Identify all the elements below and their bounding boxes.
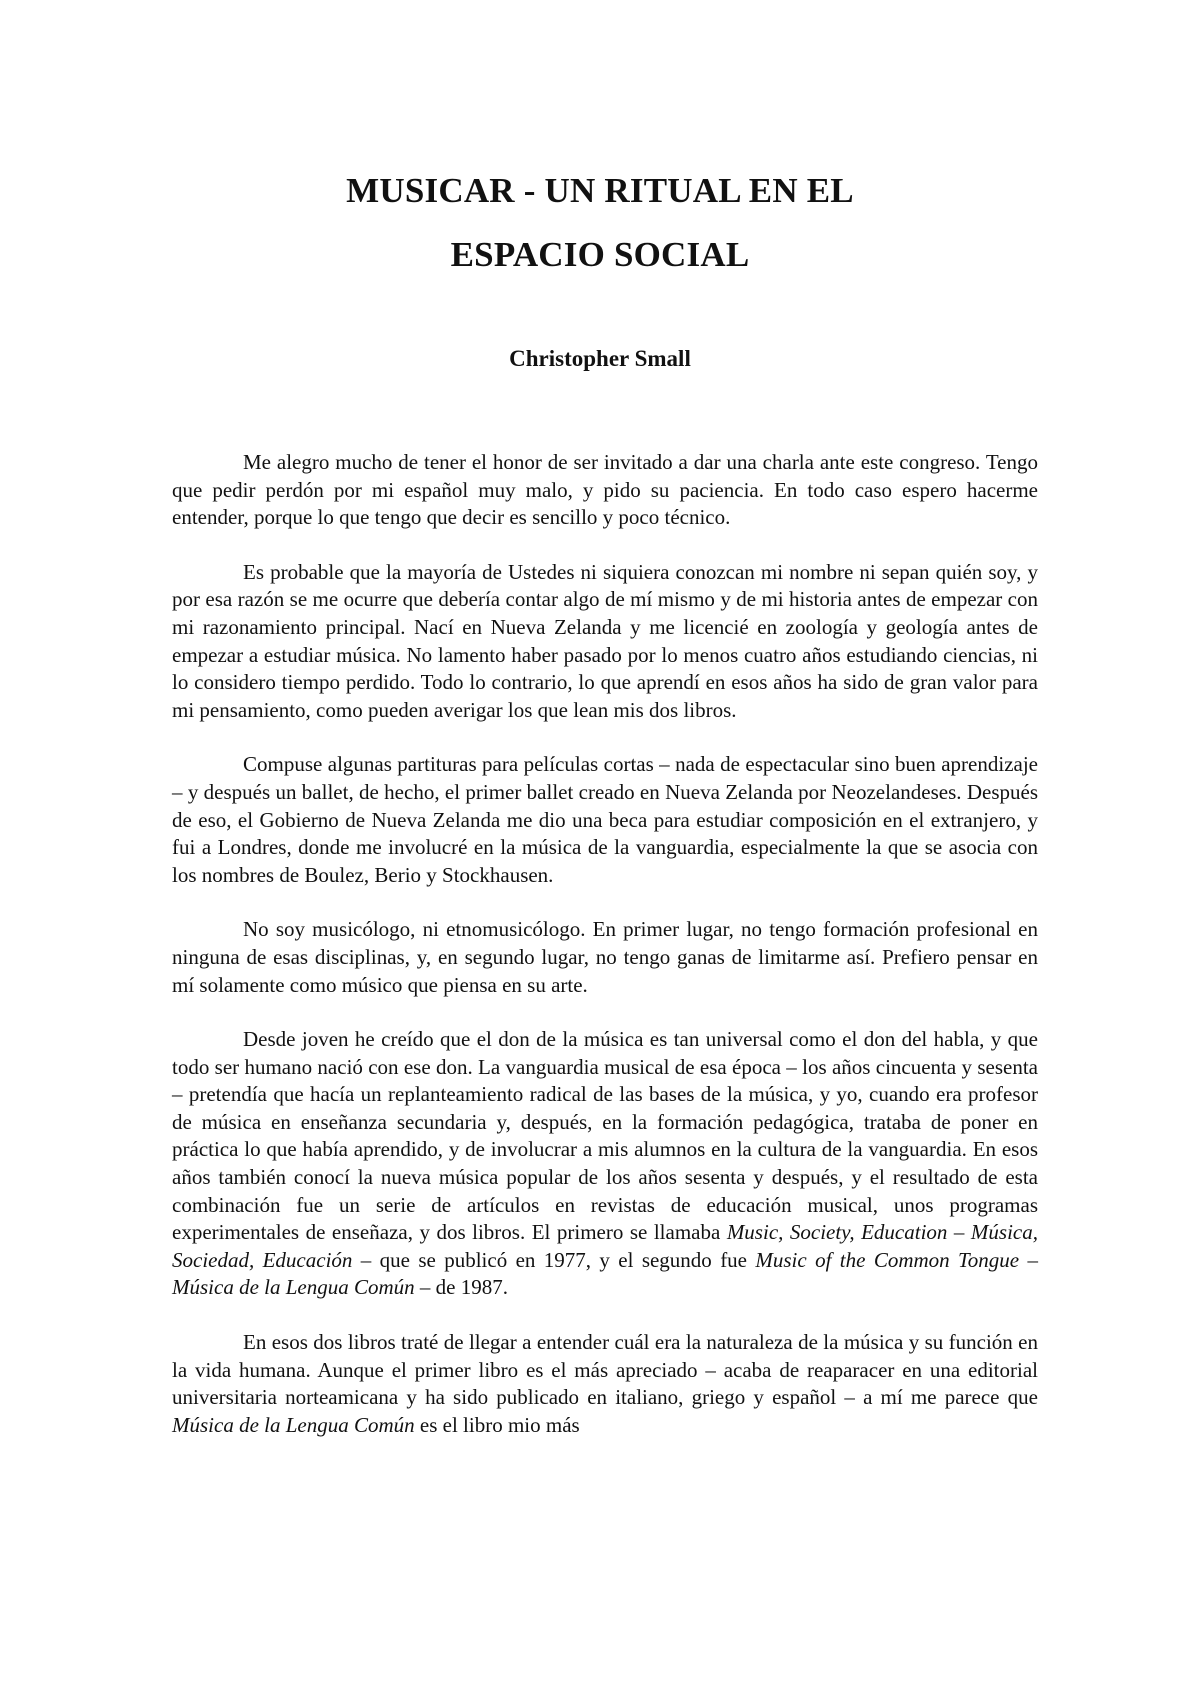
book-title-musica-de-la-lengua-comun: Música de la Lengua Común — [172, 1412, 415, 1437]
title-line-2: ESPACIO SOCIAL — [450, 235, 750, 274]
title-line-1: MUSICAR - UN RITUAL EN EL — [346, 171, 854, 210]
paragraph-4: No soy musicólogo, ni etnomusicólogo. En primer lugar, no tengo formación profesional en ninguna de esas disciplinas, y, en segundo lugar, no tengo ganas de limitarme así. Prefiero pensar en mí solamente como músico que piensa en su arte. — [172, 917, 1038, 997]
paragraph-3: Compuse algunas partituras para películas cortas – nada de espectacular sino buen aprendizaje – y después un ballet, de hecho, el primer ballet creado en Nueva Zelanda por Neozelandeses. Después de eso, el Gobierno de Nueva Zelanda me dio una beca para estudiar composición en el extranjero, y fui a Londres, donde me involucré en la música de la vanguardia, especialmente la que se asocia con los nombres de Boulez, Berio y Stockhausen. — [172, 752, 1038, 887]
paragraph-6-text-a: En esos dos libros traté de llegar a entender cuál era la naturaleza de la música y su función en la vida humana. Aunque el primer libro es el más apreciado – acaba de reaparacer en una editorial universitaria norteamicana y ha sido publicado en italiano, griego y español – a mí me parece que — [172, 1330, 1038, 1410]
paragraph-5-text-b: – que se publicó en 1977, y el segundo fue — [352, 1247, 756, 1272]
paragraph-1: Me alegro mucho de tener el honor de ser invitado a dar una charla ante este congreso. Tengo que pedir perdón por mi español muy malo, y pido su paciencia. En todo caso espero hacerme entender, porque lo que tengo que decir es sencillo y poco técnico. — [172, 450, 1038, 530]
author-name: Christopher Small — [509, 346, 691, 371]
paragraph-5-text-a: Desde joven he creído que el don de la música es tan universal como el don del habla, y que todo ser humano nació con ese don. La vanguardia musical de esa época – los años cincuenta y sesenta – pretendía que hacía un replanteamiento radical de las bases de la música, y yo, cuando era profesor de música en enseñanza secundaria y, después, en la formación pedagógica, trataba de poner en práctica lo que había aprendido, y de involucrar a mis alumnos en la cultura de la vanguardia. En esos años también conocí la nueva música popular de los años sesenta y después, y el resultado de esta combinación fue un serie de artículos en revistas de educación musical, unos programas experimentales de enseñaza, y dos libros. El primero se llamaba — [172, 1027, 1038, 1245]
paragraph-6 — [172, 1329, 1038, 1439]
paragraph-6-text-b: es el libro mio más — [414, 1412, 580, 1437]
book-title-music-of-the-common-tongue: Music of the Common Tongue – Música de la Lengua Común — [172, 1247, 1038, 1300]
paragraph-5 — [172, 1026, 1038, 1302]
book-title-music-society-education: Music, Society, Education – Música, Sociedad, Educación — [172, 1220, 1038, 1272]
body-text — [172, 449, 1038, 1466]
paragraph-2: Es probable que la mayoría de Ustedes ni siquiera conozcan mi nombre ni sepan quién soy, y por esa razón se me ocurre que debería contar algo de mí mismo y de mi historia antes de empezar con mi razonamiento principal. Nací en Nueva Zelanda y me licencié en zoología y geología antes de empezar a estudiar música. No lamento haber pasado por lo menos cuatro años estudiando ciencias, ni lo considero tiempo perdido. Todo lo contrario, lo que aprendí en esos años ha sido de gran valor para mi pensamiento, como pueden averigar los que lean mis dos libros. — [172, 559, 1038, 722]
paragraph-5-text-c: – de 1987. — [414, 1275, 508, 1300]
